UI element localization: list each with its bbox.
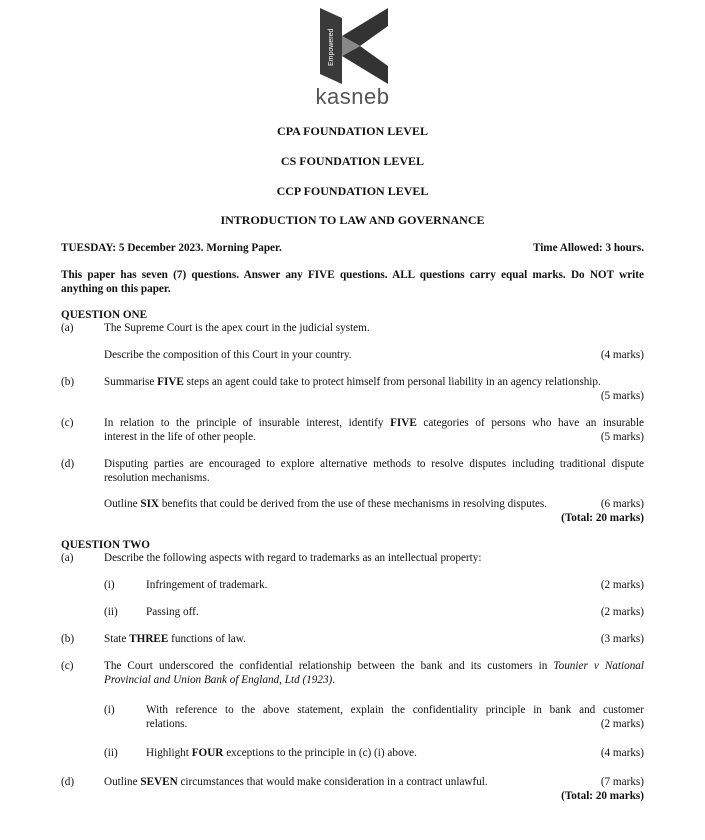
kasneb-logo <box>312 6 394 86</box>
q2-a-label: (a) <box>61 552 74 564</box>
q1-b-text: Summarise FIVE steps an agent could take to protect himself from personal liability in an agency relationship. <box>104 376 601 388</box>
question-two-title: QUESTION TWO <box>61 539 151 551</box>
q2-a-ii-text: Passing off. <box>146 606 199 618</box>
q2-d-marks: (7 marks) <box>600 776 644 788</box>
instructions: This paper has seven (7) questions. Answer any FIVE questions. ALL questions carry equal marks. Do NOT write anything on this paper. <box>61 269 644 295</box>
q1-c-marks: (5 marks) <box>600 431 644 443</box>
q2-d-text: Outline SEVEN circumstances that would make consideration in a contract unlawful. <box>104 776 488 788</box>
level-title-ccp: CCP FOUNDATION LEVEL <box>276 184 429 198</box>
q2-c-ii-text: Highlight FOUR exceptions to the principle in (c) (i) above. <box>146 747 417 759</box>
q2-a-ii-marks: (2 marks) <box>600 606 644 618</box>
q2-a-text: Describe the following aspects with regard to trademarks as an intellectual property: <box>104 552 482 564</box>
q1-c-text: In relation to the principle of insurable interest, identify FIVE categories of persons who have an insurable <box>104 417 644 429</box>
level-title-cpa: CPA FOUNDATION LEVEL <box>277 124 428 138</box>
q2-b-text: State THREE functions of law. <box>104 633 246 645</box>
q1-a-label: (a) <box>61 322 74 334</box>
q1-total: (Total: 20 marks) <box>561 512 644 524</box>
q1-d-task: Outline SIX benefits that could be derived from the use of these mechanisms in resolving disputes. <box>104 498 548 510</box>
q1-a-task: Describe the composition of this Court in your country. <box>104 349 352 361</box>
q2-a-ii-label: (ii) <box>104 606 118 618</box>
q2-c-ii-marks: (4 marks) <box>600 747 644 759</box>
q2-c-text-line2: Provincial and Union Bank of England, Ltd (1923). <box>104 674 336 686</box>
question-one-title: QUESTION ONE <box>61 309 148 321</box>
paper-title: INTRODUCTION TO LAW AND GOVERNANCE <box>220 213 485 227</box>
q2-c-i-text-line2: relations. <box>146 718 188 730</box>
q2-c-label: (c) <box>61 660 74 672</box>
q1-b-label: (b) <box>61 376 75 388</box>
q2-d-label: (d) <box>61 776 75 788</box>
q1-d-label: (d) <box>61 458 75 470</box>
q2-a-i-text: Infringement of trademark. <box>146 579 268 591</box>
q2-c-i-text: With reference to the above statement, explain the confidentiality principle in bank and customer <box>146 704 644 716</box>
date-line: TUESDAY: 5 December 2023. Morning Paper. <box>61 242 282 254</box>
brand-name: kasneb <box>315 84 390 109</box>
q2-c-i-label: (i) <box>104 704 115 716</box>
q2-b-label: (b) <box>61 633 75 645</box>
q2-b-marks: (3 marks) <box>600 633 644 645</box>
q1-a-text: The Supreme Court is the apex court in the judicial system. <box>104 322 370 334</box>
q1-d-marks: (6 marks) <box>600 498 644 510</box>
q1-c-text-line2: interest in the life of other people. <box>104 431 256 443</box>
q2-c-i-marks: (2 marks) <box>600 718 644 730</box>
logo-vertical-text: Empowered <box>328 28 335 66</box>
q1-d-text: Disputing parties are encouraged to explore alternative methods to resolve disputes including traditional dispute resolution mechanisms. <box>104 458 644 484</box>
time-allowed: Time Allowed: 3 hours. <box>532 242 644 254</box>
q2-a-i-marks: (2 marks) <box>600 579 644 591</box>
q2-a-i-label: (i) <box>104 579 115 591</box>
level-title-cs: CS FOUNDATION LEVEL <box>280 154 425 168</box>
q1-b-marks: (5 marks) <box>600 390 644 402</box>
q1-c-label: (c) <box>61 417 74 429</box>
q2-c-text: The Court underscored the confidential relationship between the bank and its customers in Tounier v National <box>104 660 645 672</box>
q2-c-ii-label: (ii) <box>104 747 118 759</box>
q1-a-marks: (4 marks) <box>600 349 644 361</box>
q2-total: (Total: 20 marks) <box>561 790 644 802</box>
